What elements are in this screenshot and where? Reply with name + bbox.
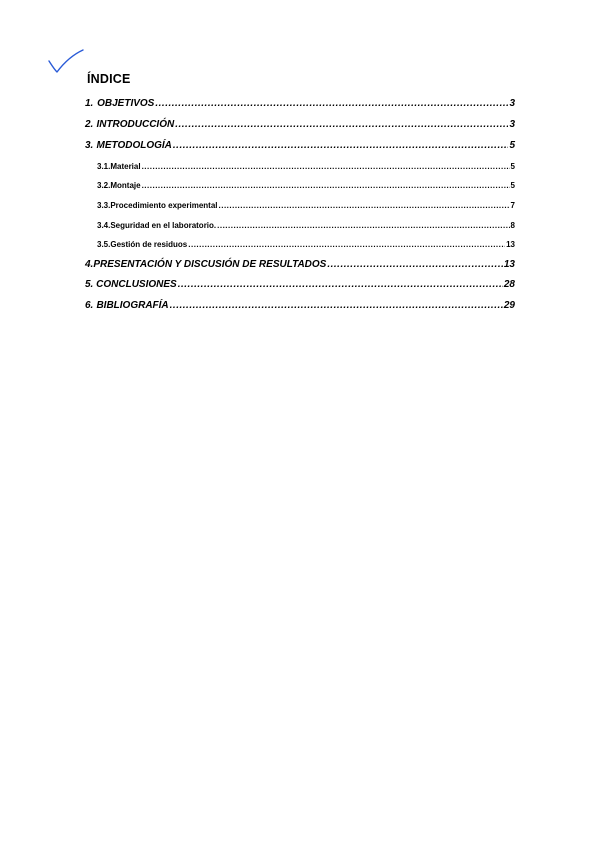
toc-entry-number: 2. <box>85 119 94 130</box>
toc-leader-dots <box>175 119 508 130</box>
toc-entry-number: 1. <box>85 98 94 109</box>
toc-entry-conclusiones[interactable] <box>0 279 515 290</box>
toc-entry-page: 13 <box>506 240 515 249</box>
toc-entry-gestion-residuos[interactable] <box>0 240 515 249</box>
toc-entry-page: 8 <box>510 221 515 230</box>
toc-entry-number: 4. <box>85 259 94 270</box>
toc-entry-procedimiento-experimental[interactable] <box>0 201 515 210</box>
toc-entry-page: 7 <box>510 201 515 210</box>
toc-entry-label: Gestión de residuos <box>110 240 188 249</box>
toc-leader-dots <box>173 140 509 151</box>
toc-entry-label: INTRODUCCIÓN <box>96 119 175 130</box>
toc-entry-introduccion[interactable] <box>0 119 515 130</box>
toc-entry-page: 5 <box>510 162 515 171</box>
toc-entry-label: PRESENTACIÓN Y DISCUSIÓN DE RESULTADOS <box>93 259 327 270</box>
toc-entry-label: Seguridad en el laboratorio. <box>110 221 217 230</box>
toc-entry-number: 3. <box>85 140 94 151</box>
toc-entry-label: OBJETIVOS <box>97 98 155 109</box>
toc-leader-dots <box>327 259 503 270</box>
toc-leader-dots <box>188 240 505 249</box>
toc-entry-label: METODOLOGÍA <box>96 140 172 151</box>
toc-entry-page: 5 <box>509 140 515 151</box>
toc-entry-page: 5 <box>510 181 515 190</box>
toc-entry-number: 5. <box>85 279 94 290</box>
toc-entry-label: Montaje <box>110 181 141 190</box>
toc-entry-page: 28 <box>503 279 515 290</box>
toc-leader-dots <box>155 98 508 109</box>
toc-entry-label: Procedimiento experimental <box>110 201 218 210</box>
toc-entry-number: 3.1. <box>97 162 111 171</box>
toc-leader-dots <box>219 201 510 210</box>
toc-entry-number: 3.2. <box>97 181 111 190</box>
toc-entry-number: 3.3. <box>97 201 111 210</box>
toc-entry-number: 6. <box>85 300 94 311</box>
toc-entry-label: BIBLIOGRAFÍA <box>96 300 169 311</box>
handwritten-checkmark-icon <box>46 48 86 78</box>
toc-entry-metodologia[interactable] <box>0 140 515 151</box>
toc-entry-page: 3 <box>509 119 515 130</box>
toc-leader-dots <box>142 162 510 171</box>
toc-leader-dots <box>217 221 509 230</box>
toc-entry-label: CONCLUSIONES <box>96 279 177 290</box>
toc-entry-seguridad-laboratorio[interactable] <box>0 221 515 230</box>
toc-entry-bibliografia[interactable] <box>0 300 515 311</box>
toc-entry-material[interactable] <box>0 162 515 171</box>
toc-entry-page: 29 <box>503 300 515 311</box>
toc-entry-montaje[interactable] <box>0 181 515 190</box>
toc-entry-page: 3 <box>509 98 515 109</box>
toc-entry-label: Material <box>110 162 141 171</box>
toc-leader-dots <box>170 300 503 311</box>
toc-leader-dots <box>142 181 510 190</box>
page-title: ÍNDICE <box>87 72 131 86</box>
toc-entry-number: 3.4. <box>97 221 111 230</box>
toc-entry-number: 3.5. <box>97 240 111 249</box>
toc-entry-objetivos[interactable] <box>0 98 515 109</box>
toc-entry-page: 13 <box>503 259 515 270</box>
toc-leader-dots <box>178 279 503 290</box>
toc-entry-presentacion-resultados[interactable] <box>0 259 515 270</box>
